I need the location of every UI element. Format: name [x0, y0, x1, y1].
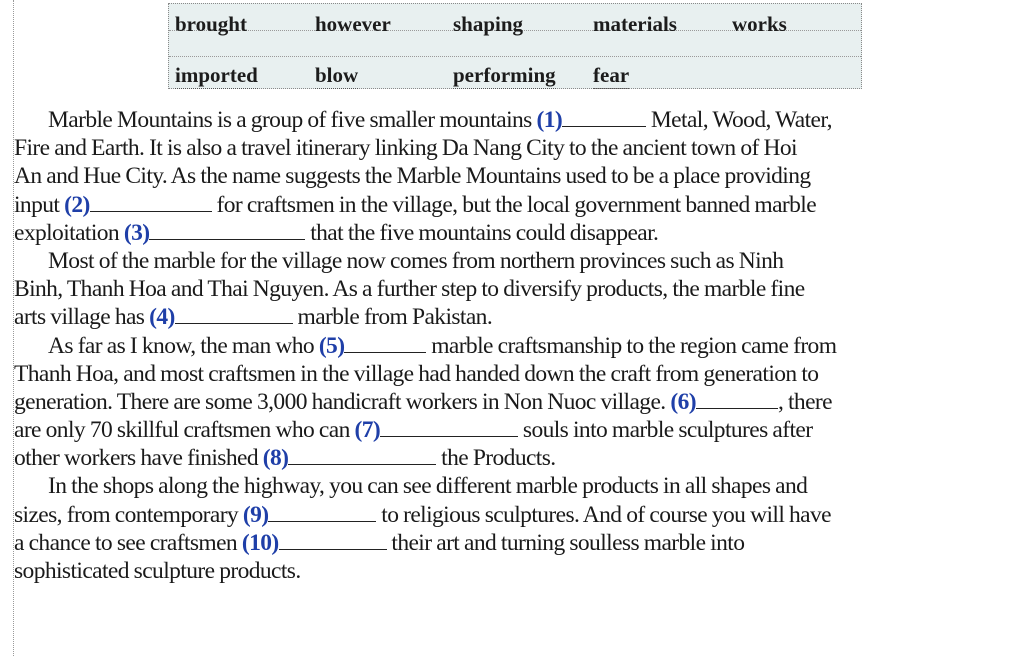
text-segment: Thanh Hoa, and most craftsmen in the village had handed down the craft from generation to [14, 360, 819, 387]
text-segment: Most of the marble for the village now comes from northern provinces such as Ninh [48, 247, 784, 274]
text-segment: In the shops along the highway, you can see different marble products in all shapes and [48, 473, 808, 500]
answer-blank[interactable] [175, 303, 293, 324]
answer-blank[interactable] [268, 501, 376, 522]
answer-blank[interactable] [279, 529, 387, 550]
text-segment: exploitation [14, 219, 124, 246]
word-bank-item: imported [175, 63, 258, 87]
text-segment: Marble Mountains is a group of five smaller mountains [48, 107, 537, 133]
passage-line [14, 275, 1024, 303]
passage-line [14, 134, 1024, 162]
question-number: (9) [242, 501, 269, 528]
passage-line [14, 529, 1024, 557]
answer-blank[interactable] [149, 219, 305, 240]
question-number: (5) [318, 332, 345, 359]
text-segment: other workers have finished [14, 445, 263, 472]
word-bank-item: brought [175, 12, 247, 36]
text-segment: Metal, Wood, Water, [646, 107, 832, 133]
word-bank-item: blow [315, 63, 359, 87]
passage-line [14, 557, 1024, 585]
answer-blank[interactable] [696, 388, 778, 409]
passage-line [14, 416, 1024, 444]
text-segment: are only 70 skillful craftsmen who can [14, 417, 355, 444]
question-number: (10) [241, 529, 279, 556]
text-segment: generation. There are some 3,000 handicraft workers in Non Nuoc village. [14, 388, 671, 415]
word-bank-item: materials [593, 12, 677, 36]
question-number: (8) [262, 445, 289, 472]
passage-line [14, 444, 1024, 472]
word-bank-item: shaping [453, 12, 524, 36]
passage-line [14, 106, 1024, 134]
text-segment: marble from Pakistan. [292, 304, 493, 331]
text-segment: the Products. [436, 445, 556, 472]
question-number: (1) [536, 107, 563, 133]
answer-blank[interactable] [562, 106, 646, 127]
passage-line [14, 501, 1024, 529]
answer-blank[interactable] [90, 191, 212, 212]
text-segment: to religious sculptures. And of course you will have [376, 501, 831, 528]
text-segment: marble craftsmanship to the region came from [426, 332, 837, 359]
text-segment: An and Hue City. As the name suggests the Marble Mountains used to be a place providing [14, 163, 811, 190]
text-segment: souls into marble sculptures after [518, 417, 813, 444]
word-bank-item: performing [453, 63, 556, 87]
word-bank-item: works [732, 12, 787, 36]
passage-line [14, 388, 1024, 416]
answer-blank[interactable] [344, 332, 426, 353]
word-bank-item: however [315, 12, 391, 36]
text-segment: for craftsmen in the village, but the local government banned marble [211, 191, 817, 218]
text-segment: sophisticated sculpture products. [14, 558, 301, 584]
question-number: (6) [670, 388, 696, 415]
question-number: (7) [354, 417, 381, 444]
text-segment: Fire and Earth. It is also a travel itinerary linking Da Nang City to the ancient town of Hoi [14, 135, 797, 162]
passage-line [14, 303, 1024, 331]
text-segment: arts village has [14, 304, 150, 331]
answer-blank[interactable] [380, 416, 518, 437]
answer-blank[interactable] [288, 444, 436, 465]
text-segment: Binh, Thanh Hoa and Thai Nguyen. As a further step to diversify products, the marble fine [14, 276, 805, 303]
text-segment: input [14, 191, 65, 218]
passage-line [14, 472, 1024, 500]
word-bank-item: fear [593, 63, 630, 87]
question-number: (2) [64, 191, 90, 218]
text-segment: As far as I know, the man who [48, 332, 319, 359]
passage-line [14, 247, 1024, 275]
word-bank-box [168, 3, 862, 89]
question-number: (3) [123, 219, 150, 246]
passage-line [14, 219, 1024, 247]
word-bank-divider [169, 56, 861, 57]
passage-line [14, 162, 1024, 190]
text-segment: a chance to see craftsmen [14, 529, 242, 556]
text-segment: , there [777, 388, 832, 415]
passage-line [14, 360, 1024, 388]
passage-line [14, 191, 1024, 219]
text-segment: sizes, from contemporary [14, 501, 243, 528]
question-number: (4) [149, 304, 175, 331]
text-segment: their art and turning soulless marble into [386, 529, 745, 556]
passage-line [14, 332, 1024, 360]
reading-passage [14, 106, 1024, 585]
text-segment: that the five mountains could disappear. [305, 219, 659, 246]
